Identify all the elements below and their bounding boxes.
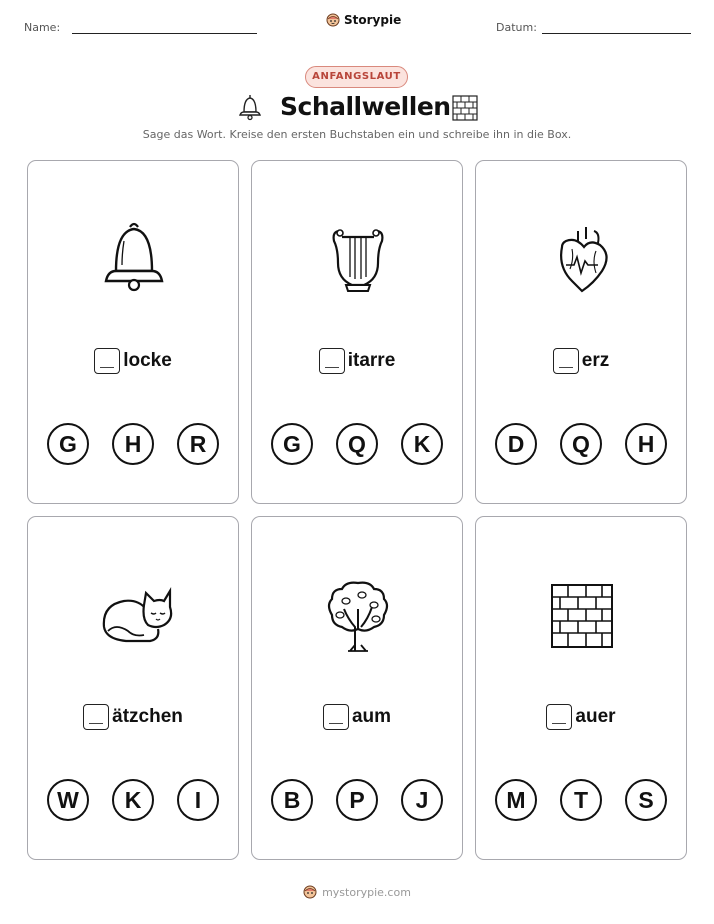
exercise-card bbox=[251, 516, 463, 860]
letter-choice[interactable]: Q bbox=[336, 423, 378, 465]
footer bbox=[0, 885, 714, 899]
letter-choice[interactable]: H bbox=[112, 423, 154, 465]
name-line[interactable] bbox=[72, 33, 257, 34]
answer-box[interactable] bbox=[94, 348, 120, 374]
brand-name: Storypie bbox=[344, 13, 402, 27]
word-row bbox=[252, 348, 462, 374]
letter-choice[interactable]: K bbox=[401, 423, 443, 465]
answer-box[interactable] bbox=[546, 704, 572, 730]
wall-icon bbox=[452, 95, 478, 121]
letter-choice[interactable]: S bbox=[625, 779, 667, 821]
word-ending: erz bbox=[581, 350, 610, 371]
word-ending: locke bbox=[123, 350, 172, 371]
word-ending: aum bbox=[351, 706, 392, 727]
letter-choices bbox=[271, 423, 443, 465]
letter-choice[interactable]: G bbox=[47, 423, 89, 465]
letter-choice[interactable]: P bbox=[336, 779, 378, 821]
word-row bbox=[28, 348, 238, 374]
tree-icon bbox=[318, 575, 398, 655]
word-row bbox=[476, 704, 686, 730]
exercise-card bbox=[27, 160, 239, 504]
bell-icon bbox=[94, 219, 174, 299]
exercise-card bbox=[251, 160, 463, 504]
letter-choice[interactable]: M bbox=[495, 779, 537, 821]
bell-icon bbox=[237, 93, 263, 121]
letter-choice[interactable]: B bbox=[271, 779, 313, 821]
letter-choices bbox=[495, 423, 667, 465]
letter-choice[interactable]: Q bbox=[560, 423, 602, 465]
letter-choice[interactable]: R bbox=[177, 423, 219, 465]
lyre-icon bbox=[318, 219, 398, 299]
instruction-text: Sage das Wort. Kreise den ersten Buchstaben ein und schreibe ihn in die Box. bbox=[142, 128, 572, 141]
letter-choice[interactable]: H bbox=[625, 423, 667, 465]
word-ending: auer bbox=[575, 706, 616, 727]
exercise-card bbox=[27, 516, 239, 860]
pie-mascot-icon bbox=[303, 885, 317, 899]
exercise-card bbox=[475, 160, 687, 504]
worksheet-header bbox=[0, 0, 714, 50]
word-row bbox=[476, 348, 686, 374]
letter-choices bbox=[271, 779, 443, 821]
date-line[interactable] bbox=[542, 33, 691, 34]
letter-choice[interactable]: W bbox=[47, 779, 89, 821]
letter-choices bbox=[47, 779, 219, 821]
name-label: Name: bbox=[24, 21, 61, 34]
word-row bbox=[252, 704, 462, 730]
page-title: Schallwellen bbox=[280, 92, 451, 121]
word-ending: ätzchen bbox=[112, 706, 183, 727]
wall-icon bbox=[542, 575, 622, 655]
pie-mascot-icon bbox=[326, 13, 340, 27]
brand-logo bbox=[326, 13, 401, 27]
letter-choices bbox=[495, 779, 667, 821]
word-ending: itarre bbox=[347, 350, 396, 371]
word-row bbox=[28, 704, 238, 730]
category-badge: ANFANGSLAUT bbox=[305, 66, 408, 88]
letter-choice[interactable]: G bbox=[271, 423, 313, 465]
letter-choice[interactable]: D bbox=[495, 423, 537, 465]
letter-choice[interactable]: K bbox=[112, 779, 154, 821]
letter-choice[interactable]: T bbox=[560, 779, 602, 821]
footer-url[interactable]: mystorypie.com bbox=[322, 885, 411, 899]
date-label: Datum: bbox=[496, 21, 537, 34]
exercise-card bbox=[475, 516, 687, 860]
answer-box[interactable] bbox=[83, 704, 109, 730]
answer-box[interactable] bbox=[319, 348, 345, 374]
letter-choice[interactable]: J bbox=[401, 779, 443, 821]
cat-icon bbox=[94, 575, 174, 655]
letter-choices bbox=[47, 423, 219, 465]
answer-box[interactable] bbox=[553, 348, 579, 374]
letter-choice[interactable]: I bbox=[177, 779, 219, 821]
title-row bbox=[0, 92, 714, 124]
heart-icon bbox=[542, 219, 622, 299]
answer-box[interactable] bbox=[323, 704, 349, 730]
